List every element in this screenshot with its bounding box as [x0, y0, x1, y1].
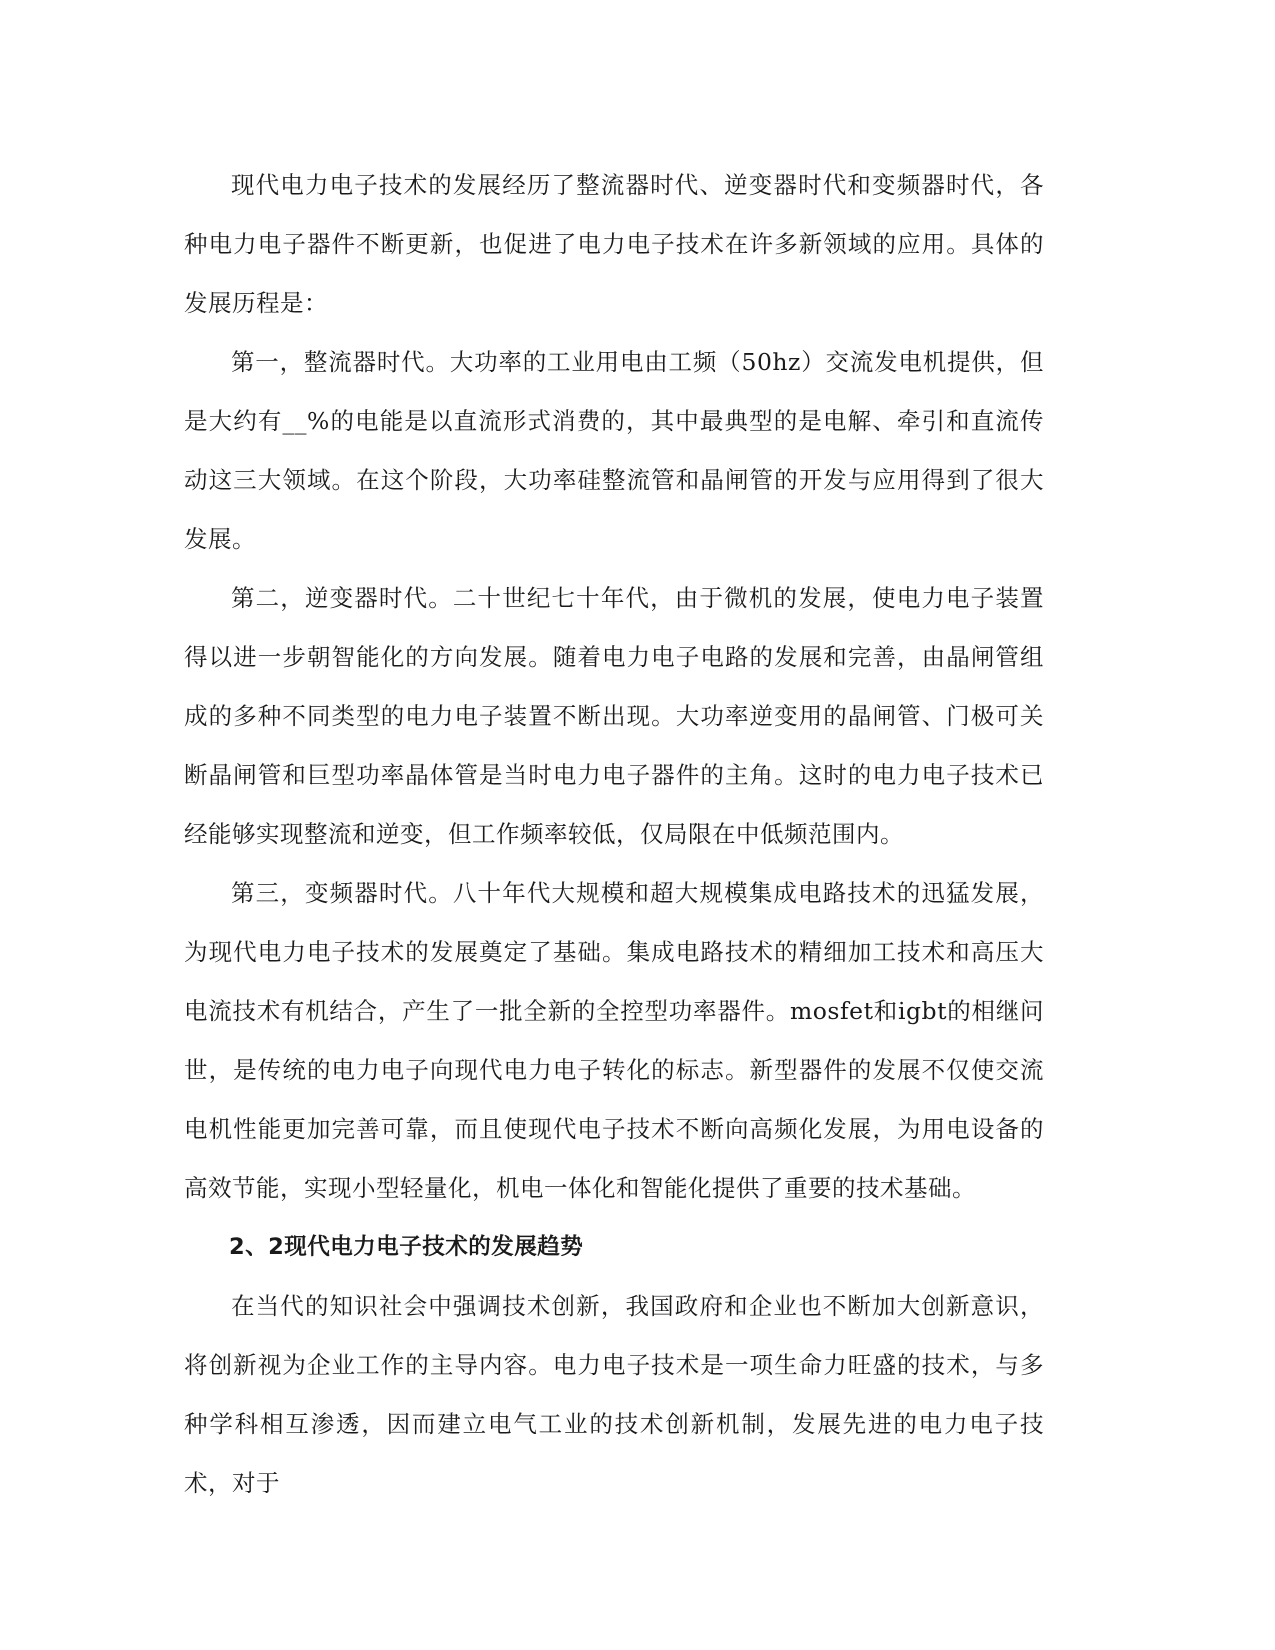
paragraph-rectifier-era: 第一，整流器时代。大功率的工业用电由工频（50hz）交流发电机提供，但是大约有__%的电能是以直流形式消费的，其中最典型的是电解、牵引和直流传动这三大领域。在这个阶段，大功率硅整流管和晶闸管的开发与应用得到了很大发展。 [184, 348, 1044, 553]
paragraph-frequency-converter-era: 第三，变频器时代。八十年代大规模和超大规模集成电路技术的迅猛发展，为现代电力电子技术的发展奠定了基础。集成电路技术的精细加工技术和高压大电流技术有机结合，产生了一批全新的全控型功率器件。mosfet和igbt的相继问世，是传统的电力电子向现代电力电子转化的标志。新型器件的发展不仅使交流电机性能更加完善可靠，而且使现代电子技术不断向高频化发展，为用电设备的高效节能，实现小型轻量化，机电一体化和智能化提供了重要的技术基础。 [184, 879, 1044, 1202]
paragraph-trends: 在当代的知识社会中强调技术创新，我国政府和企业也不断加大创新意识，将创新视为企业工作的主导内容。电力电子技术是一项生命力旺盛的技术，与多种学科相互渗透，因而建立电气工业的技术创新机制，发展先进的电力电子技术，对于 [184, 1292, 1044, 1497]
paragraph-inverter-era: 第二，逆变器时代。二十世纪七十年代，由于微机的发展，使电力电子装置得以进一步朝智能化的方向发展。随着电力电子电路的发展和完善，由晶闸管组成的多种不同类型的电力电子装置不断出现。大功率逆变用的晶闸管、门极可关断晶闸管和巨型功率晶体管是当时电力电子器件的主角。这时的电力电子技术已经能够实现整流和逆变，但工作频率较低，仅局限在中低频范围内。 [184, 584, 1044, 848]
document-page [184, 156, 1044, 1513]
section-heading: 2、2现代电力电子技术的发展趋势 [229, 1234, 584, 1260]
paragraph-intro: 现代电力电子技术的发展经历了整流器时代、逆变器时代和变频器时代，各种电力电子器件不断更新，也促进了电力电子技术在许多新领域的应用。具体的发展历程是： [184, 171, 1044, 317]
